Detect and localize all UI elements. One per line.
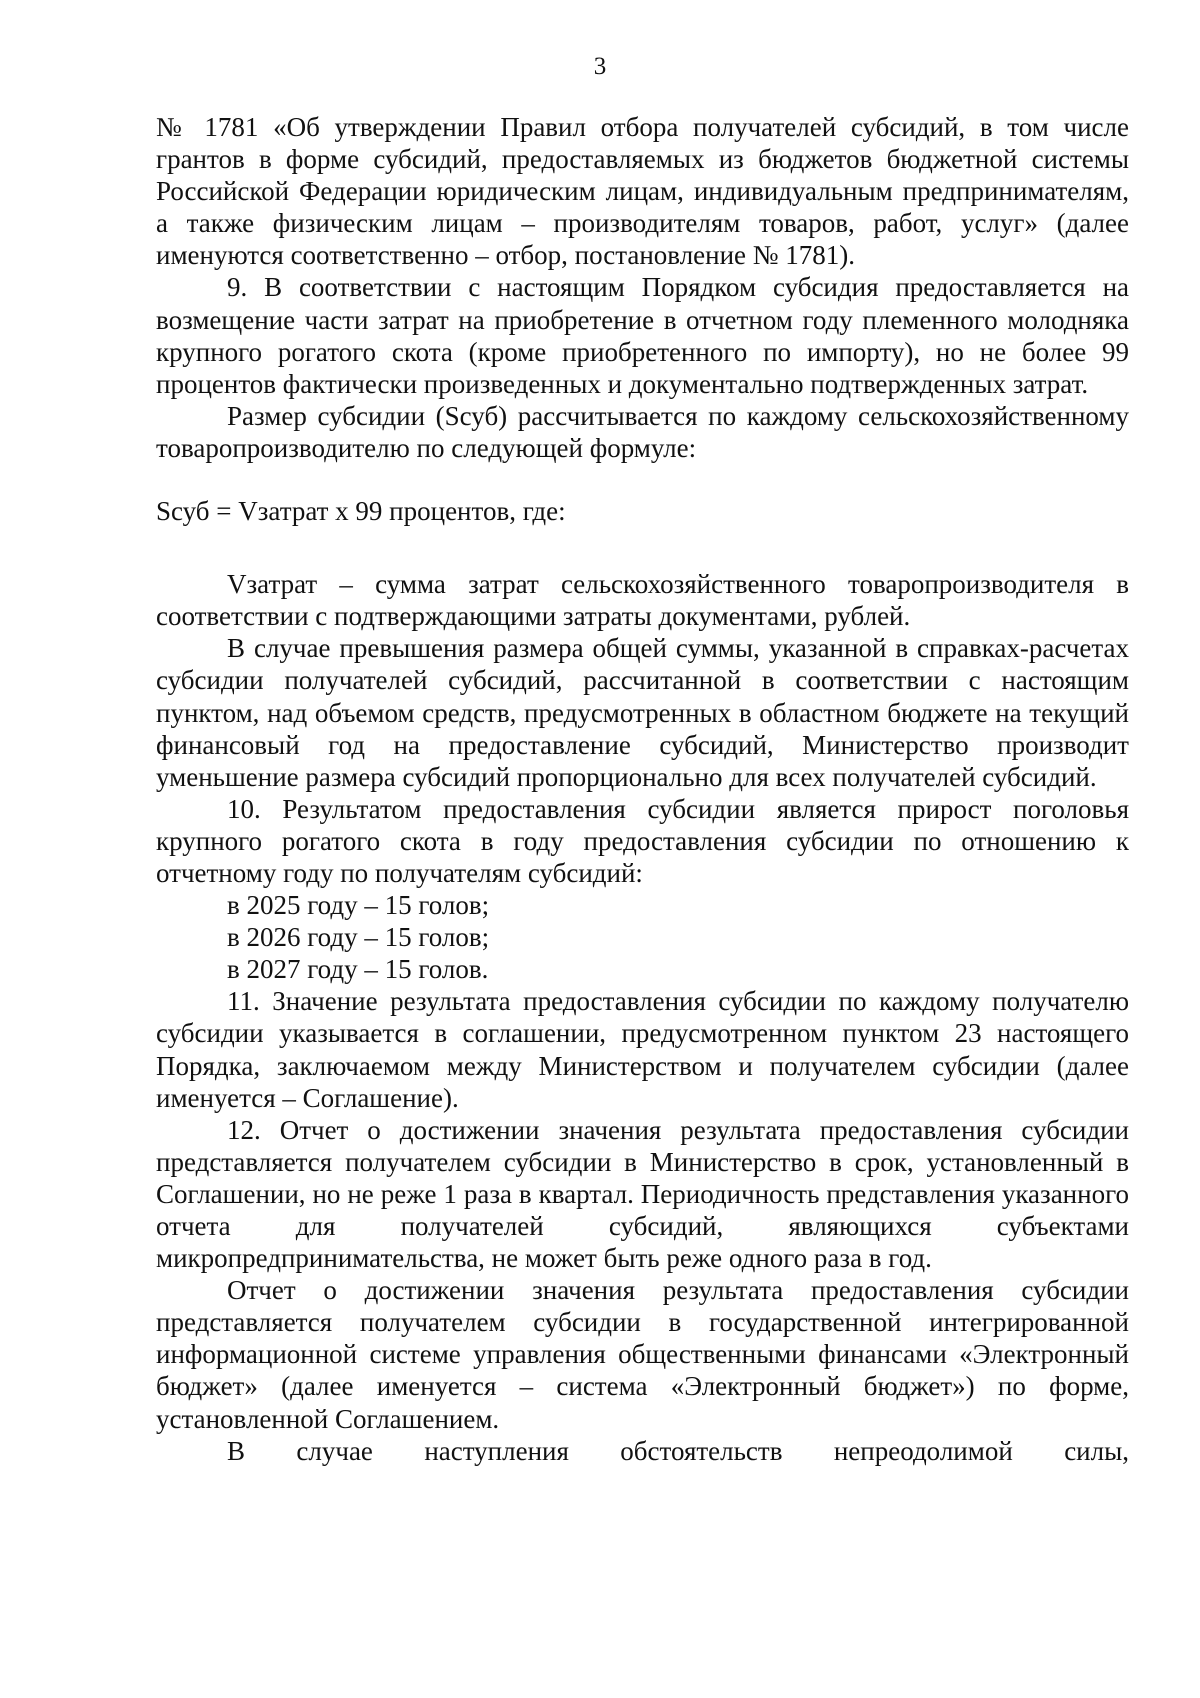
paragraph-budget-excess: В случае превышения размера общей суммы, указанной в справках-расчетах субсидии получателей субсидий, рассчитанной в соответствии с настоящим пунктом, над объемом средств, предусмотренных в областном бюджете на текущий финансовый год на предоставление субсидий, Министерство производит уменьшение размера субсидий пропорционально для всех получателей субсидий. — [156, 633, 1129, 792]
word: непреодолимой — [833, 1435, 1013, 1466]
word: наступления — [424, 1435, 569, 1466]
paragraph-item-11: 11. Значение результата предоставления субсидии по каждому получателю субсидии указывается в соглашении, предусмотренном пунктом 23 настоящего Порядка, заключаемом между Министерством и получателем субсидии (далее именуется – Соглашение). — [156, 986, 1129, 1113]
word: случае — [296, 1435, 373, 1466]
paragraph-formula-definition: Vзатрат – сумма затрат сельскохозяйственного товаропроизводителя в соответствии с подтверждающими затраты документами, рублей. — [156, 569, 1129, 632]
paragraph-subsidy-size: Размер субсидии (Sсуб) рассчитывается по каждому сельскохозяйственному товаропроизводителю по следующей формуле: — [156, 400, 1129, 463]
paragraph-item-12: 12. Отчет о достижении значения результата предоставления субсидии представляется получателем субсидии в Министерство в срок, установленный в Соглашении, но не реже 1 раза в квартал. Периодичность представления указанного отчета для получателей субсидий, являющихся субъектами микропредпринимательства, не может быть реже одного раза в год. — [156, 1114, 1129, 1274]
list-item-2027: в 2027 году – 15 голов. — [227, 954, 489, 985]
paragraph-electronic-budget: Отчет о достижении значения результата предоставления субсидии представляется получателем субсидии в государственной интегрированной информационной системе управления общественными финансами «Электронный бюджет» (далее именуется – система «Электронный бюджет») по форме, установленной Соглашением. — [156, 1275, 1129, 1434]
document-body — [156, 111, 1129, 1467]
paragraph-item-10: 10. Результатом предоставления субсидии является прирост поголовья крупного рогатого скота в году предоставления субсидии по отношению к отчетному году по получателям субсидий: — [156, 793, 1129, 888]
subsidy-formula: Sсуб = Vзатрат x 99 процентов, где: — [156, 496, 566, 527]
page-number: 3 — [593, 53, 607, 80]
list-item-2026: в 2026 году – 15 голов; — [227, 922, 490, 953]
paragraph-resolution-reference: № 1781 «Об утверждении Правил отбора получателей субсидий, в том числе грантов в форме субсидий, предоставляемых из бюджетов бюджетной системы Российской Федерации юридическим лицам, индивидуальным предпринимателям, а также физическим лицам – производителям товаров, работ, услуг» (далее именуются соответственно – отбор, постановление № 1781). — [156, 112, 1129, 271]
word: В — [227, 1435, 246, 1466]
word: обстоятельств — [620, 1435, 783, 1466]
list-item-2025: в 2025 году – 15 голов; — [227, 890, 490, 921]
paragraph-force-majeure-start — [156, 1435, 1129, 1467]
word: силы, — [1064, 1435, 1129, 1466]
paragraph-item-9: 9. В соответствии с настоящим Порядком субсидия предоставляется на возмещение части затрат на приобретение в отчетном году племенного молодняка крупного рогатого скота (кроме приобретенного по импорту), но не более 99 процентов фактически произведенных и документально подтвержденных затрат. — [156, 272, 1129, 399]
